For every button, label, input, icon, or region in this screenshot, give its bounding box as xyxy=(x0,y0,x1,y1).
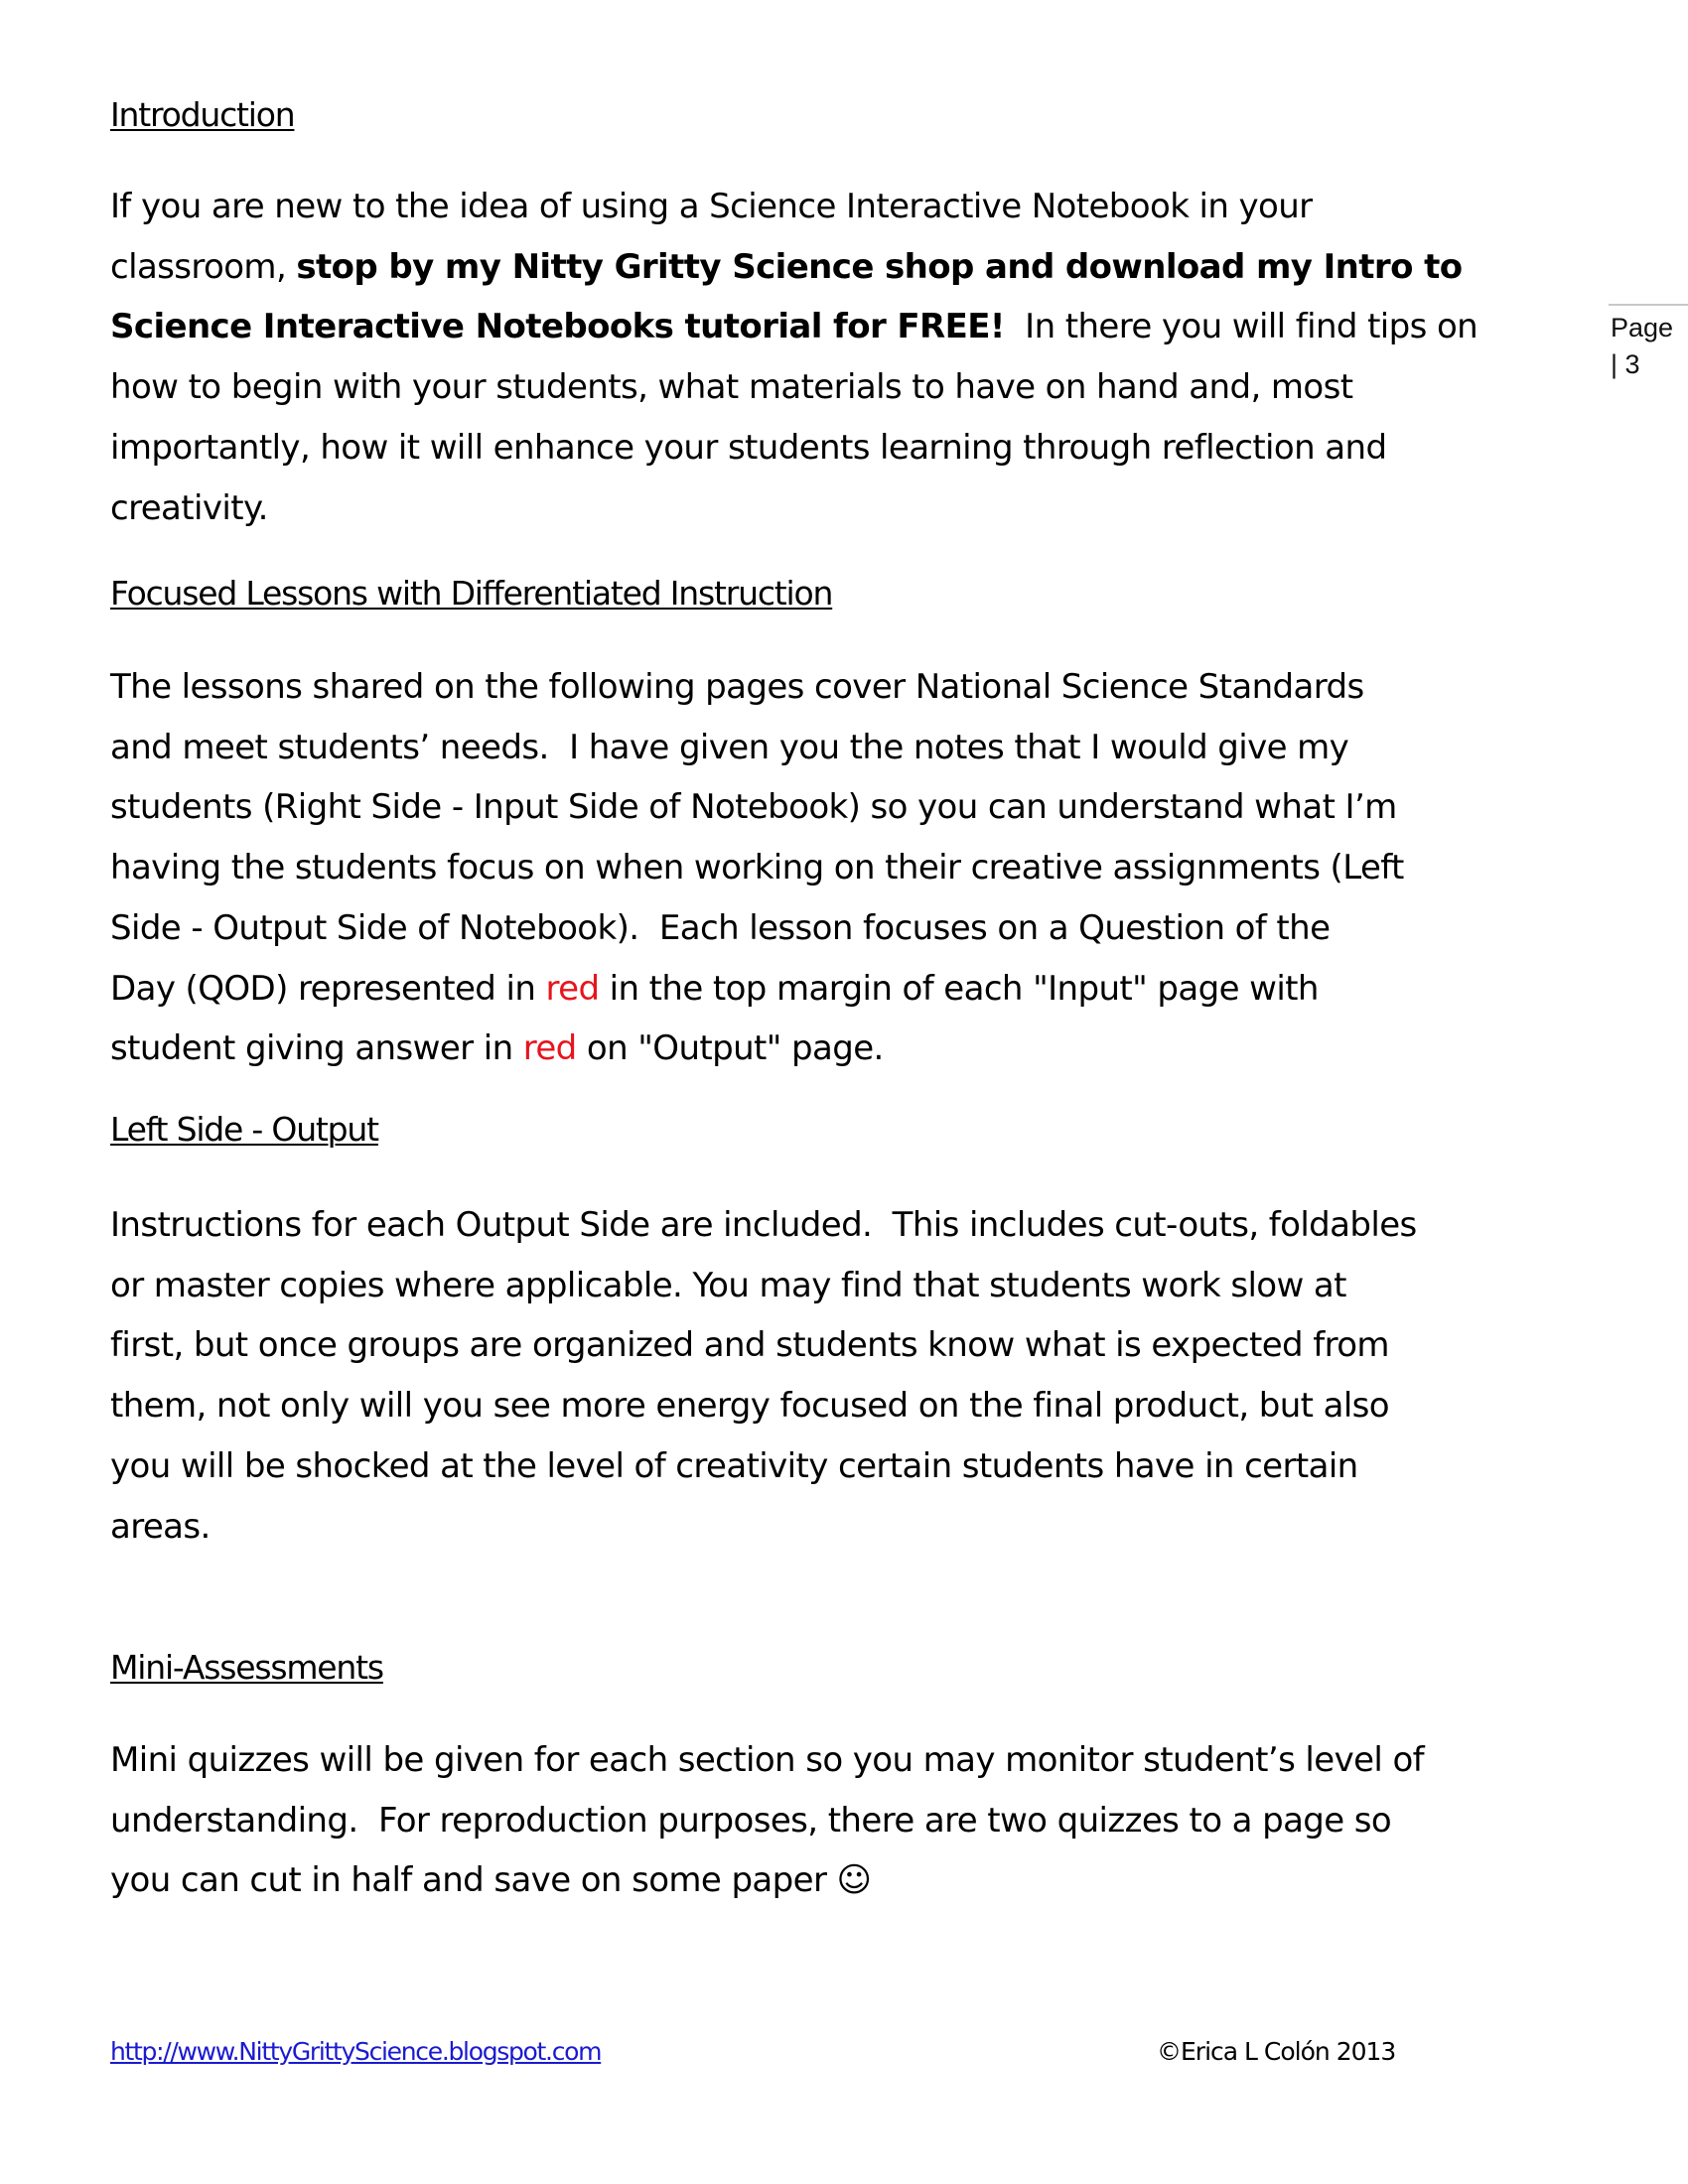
page-number-label xyxy=(1609,304,1688,383)
text-line: first, but once groups are organized and students know what is expected from xyxy=(110,1325,1389,1366)
text-span: classroom, xyxy=(110,246,297,287)
bold-text-span: Science Interactive Notebooks tutorial for FREE! xyxy=(110,307,1005,347)
text-line: and meet students’ needs. I have given you the notes that I would give my xyxy=(110,727,1349,767)
text-line xyxy=(110,1019,1404,1079)
heading-left-side-output: Left Side - Output xyxy=(110,1110,378,1149)
text-line: having the students focus on when working on their creative assignments (Left xyxy=(110,848,1404,888)
text-span: student giving answer in xyxy=(110,1028,523,1069)
red-highlight-text: red xyxy=(545,968,600,1009)
page-number-value: | 3 xyxy=(1611,349,1640,379)
text-span: how to begin with your students, what materials to have on hand and, most xyxy=(110,367,1353,408)
text-span: in the top margin of each "Input" page with xyxy=(599,968,1319,1009)
text-line: Side - Output Side of Notebook). Each lesson focuses on a Question of the xyxy=(110,907,1331,948)
text-line: them, not only will you see more energy focused on the final product, but also xyxy=(110,1386,1389,1427)
blog-link[interactable]: http://www.NittyGrittyScience.blogspot.com xyxy=(110,2037,602,2066)
text-line xyxy=(110,478,1477,539)
text-span: creativity. xyxy=(110,487,268,528)
text-line: Mini quizzes will be given for each section so you may monitor student’s level of xyxy=(110,1740,1425,1780)
text-line xyxy=(110,357,1477,418)
paragraph-left-side-output xyxy=(110,1195,1417,1557)
text-line xyxy=(110,959,1404,1020)
text-line xyxy=(110,237,1477,298)
text-line xyxy=(110,418,1477,478)
text-span: In there you will find tips on xyxy=(1004,307,1478,347)
text-line: or master copies where applicable. You may find that students work slow at xyxy=(110,1265,1346,1305)
copyright-notice: ©Erica L Colón 2013 xyxy=(1157,2037,1396,2066)
heading-mini-assessments: Mini-Assessments xyxy=(110,1648,383,1687)
heading-introduction: Introduction xyxy=(110,95,295,134)
text-line: areas. xyxy=(110,1506,211,1547)
bold-text-span: stop by my Nitty Gritty Science shop and download my Intro to xyxy=(296,246,1463,287)
text-span: If you are new to the idea of using a Science Interactive Notebook in your xyxy=(110,187,1313,226)
text-line xyxy=(110,177,1477,237)
text-span: on "Output" page. xyxy=(576,1028,884,1069)
paragraph-introduction xyxy=(110,177,1477,538)
heading-focused-lessons: Focused Lessons with Differentiated Instruction xyxy=(110,574,833,613)
text-line: students (Right Side - Input Side of Notebook) so you can understand what I’m xyxy=(110,787,1397,828)
text-line: understanding. For reproduction purposes, there are two quizzes to a page so xyxy=(110,1800,1392,1841)
text-span: importantly, how it will enhance your students learning through reflection and xyxy=(110,427,1387,468)
text-line: Instructions for each Output Side are included. This includes cut-outs, foldables xyxy=(110,1205,1417,1245)
text-line: you can cut in half and save on some paper ☺ xyxy=(110,1860,872,1901)
paragraph-focused-lessons xyxy=(110,657,1404,1079)
text-line xyxy=(110,297,1477,357)
text-line: The lessons shared on the following pages cover National Science Standards xyxy=(110,667,1364,707)
red-highlight-text: red xyxy=(522,1028,577,1069)
text-span: Day (QOD) represented in xyxy=(110,968,546,1009)
text-line: you will be shocked at the level of creativity certain students have in certain xyxy=(110,1445,1358,1486)
paragraph-mini-assessments xyxy=(110,1730,1424,1911)
page-label-text: Page xyxy=(1611,313,1674,342)
